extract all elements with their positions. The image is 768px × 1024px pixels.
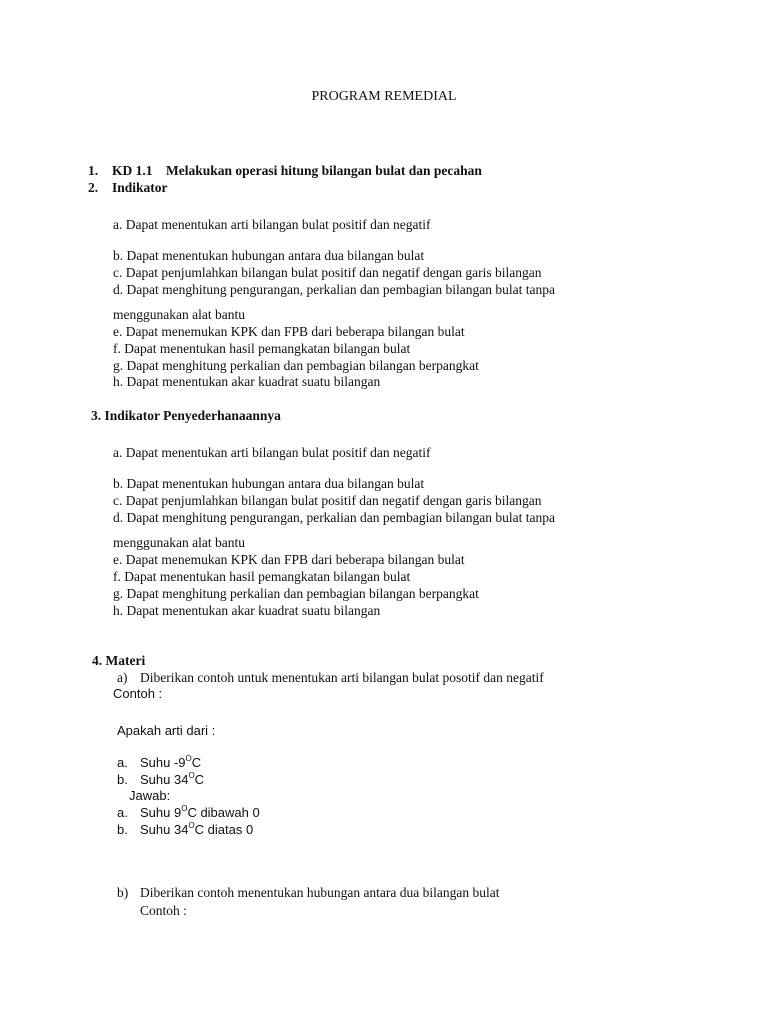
penyederhanaan-f: f. Dapat menentukan hasil pemangkatan bilangan bulat xyxy=(113,569,411,584)
penyederhanaan-e: e. Dapat menemukan KPK dan FPB dari beberapa bilangan bulat xyxy=(113,552,465,567)
section-4-heading: 4. Materi xyxy=(92,653,146,668)
penyederhanaan-b: b. Dapat menentukan hubungan antara dua bilangan bulat xyxy=(113,476,425,491)
penyederhanaan-c: c. Dapat penjumlahkan bilangan bulat positif dan negatif dengan garis bilangan xyxy=(113,493,542,508)
question-b: Suhu $34^OC$ xyxy=(140,770,205,787)
indikator-d: d. Dapat menghitung pengurangan, perkalian dan pembagian bilangan bulat tanpa xyxy=(113,282,555,297)
answer-a-marker: a. xyxy=(117,805,128,820)
materi-b-marker: b) xyxy=(117,885,129,900)
penyederhanaan-d-continued: menggunakan alat bantu xyxy=(113,535,245,550)
indikator-h: h. Dapat menentukan akar kuadrat suatu bilangan xyxy=(113,374,381,389)
page-title: PROGRAM REMEDIAL xyxy=(311,89,457,104)
question-a-marker: a. xyxy=(117,755,128,770)
section-1-kd: KD 1.1 xyxy=(112,163,153,178)
answer-a: Suhu $9^OC$ dibawah 0 xyxy=(140,803,260,820)
indikator-b: b. Dapat menentukan hubungan antara dua bilangan bulat xyxy=(113,248,425,263)
section-1-number: 1. xyxy=(88,163,99,178)
contoh-label-1: Contoh : xyxy=(113,686,163,701)
section-2-number: 2. xyxy=(88,180,99,195)
section-3-heading: 3. Indikator Penyederhanaannya xyxy=(91,408,281,423)
penyederhanaan-h: h. Dapat menentukan akar kuadrat suatu bilangan xyxy=(113,603,381,618)
penyederhanaan-d: d. Dapat menghitung pengurangan, perkalian dan pembagian bilangan bulat tanpa xyxy=(113,510,555,525)
answer-b: Suhu $34^OC$ diatas 0 xyxy=(140,820,254,837)
indikator-f: f. Dapat menentukan hasil pemangkatan bilangan bulat xyxy=(113,341,411,356)
materi-a-marker: a) xyxy=(117,670,128,685)
question-text: Apakah arti dari : xyxy=(117,723,216,738)
contoh-label-2: Contoh : xyxy=(140,903,187,918)
question-a: Suhu $-9^OC$ xyxy=(140,753,202,770)
question-b-marker: b. xyxy=(117,772,128,787)
indikator-a: a. Dapat menentukan arti bilangan bulat positif dan negatif xyxy=(113,217,431,232)
indikator-e: e. Dapat menemukan KPK dan FPB dari beberapa bilangan bulat xyxy=(113,324,465,339)
indikator-g: g. Dapat menghitung perkalian dan pembagian bilangan berpangkat xyxy=(113,358,479,373)
indikator-c: c. Dapat penjumlahkan bilangan bulat positif dan negatif dengan garis bilangan xyxy=(113,265,542,280)
answer-b-marker: b. xyxy=(117,822,128,837)
jawab-label: Jawab: xyxy=(129,788,171,803)
section-2-heading: Indikator xyxy=(112,180,168,195)
materi-a-text: Diberikan contoh untuk menentukan arti bilangan bulat posotif dan negatif xyxy=(140,670,544,685)
section-1-text: Melakukan operasi hitung bilangan bulat dan pecahan xyxy=(166,163,482,178)
penyederhanaan-a: a. Dapat menentukan arti bilangan bulat positif dan negatif xyxy=(113,445,431,460)
penyederhanaan-g: g. Dapat menghitung perkalian dan pembagian bilangan berpangkat xyxy=(113,586,479,601)
indikator-d-continued: menggunakan alat bantu xyxy=(113,307,245,322)
materi-b-text: Diberikan contoh menentukan hubungan antara dua bilangan bulat xyxy=(140,885,500,900)
